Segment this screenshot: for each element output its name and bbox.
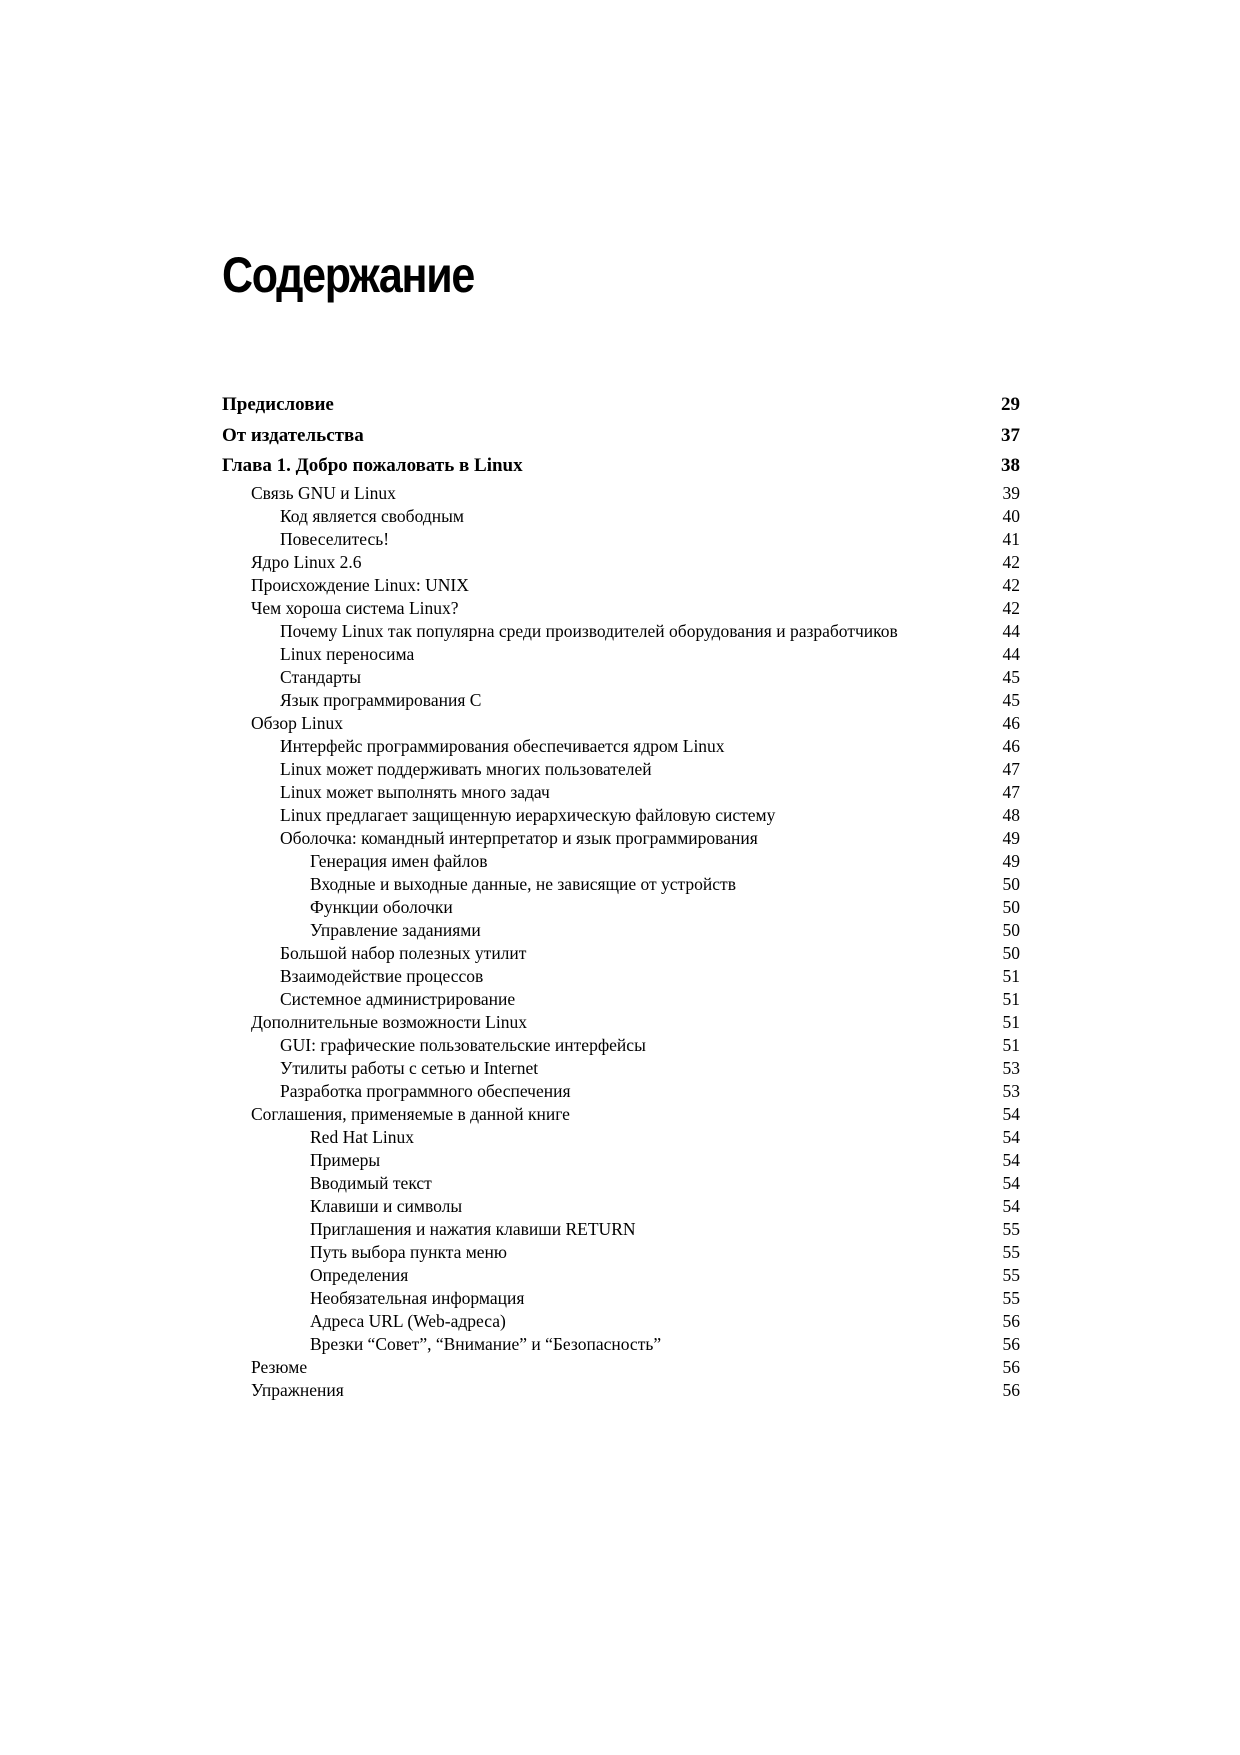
- toc-entry-title: Глава 1. Добро пожаловать в Linux: [222, 455, 523, 476]
- toc-entry-title: Системное администрирование: [280, 988, 516, 1009]
- toc-entry-page-number: 51: [1002, 1034, 1020, 1055]
- toc-entry-page-number: 39: [1002, 482, 1020, 503]
- toc-entry[interactable]: [222, 1218, 1020, 1241]
- toc-entry-page-number: 51: [1002, 988, 1020, 1009]
- toc-entry-title: Оболочка: командный интерпретатор и язык программирования: [280, 827, 758, 848]
- toc-entry-title: Функции оболочки: [310, 896, 453, 917]
- toc-entry-title: Код является свободным: [280, 505, 464, 526]
- toc-entry[interactable]: [222, 1103, 1020, 1126]
- toc-entry[interactable]: [222, 1333, 1020, 1356]
- toc-entry-page-number: 54: [1002, 1126, 1020, 1147]
- toc-entry-page-number: 38: [1001, 455, 1020, 476]
- toc-entry-title: Почему Linux так популярна среди производителей оборудования и разработчиков: [280, 620, 898, 641]
- toc-entry-page-number: 45: [1002, 689, 1020, 710]
- toc-entry-page-number: 45: [1002, 666, 1020, 687]
- toc-entry[interactable]: [222, 781, 1020, 804]
- toc-entry[interactable]: [222, 919, 1020, 942]
- toc-entry-title: Разработка программного обеспечения: [280, 1080, 571, 1101]
- toc-entry-page-number: 44: [1002, 620, 1020, 641]
- toc-entry-page-number: 54: [1002, 1149, 1020, 1170]
- toc-entry-title: Примеры: [310, 1149, 381, 1170]
- toc-entry-page-number: 55: [1002, 1264, 1020, 1285]
- toc-entry-title: Linux может поддерживать многих пользователей: [280, 758, 652, 779]
- toc-entry-title: Клавиши и символы: [310, 1195, 463, 1216]
- toc-entry[interactable]: [222, 896, 1020, 919]
- toc-entry-page-number: 54: [1002, 1195, 1020, 1216]
- toc-entry-title: Соглашения, применяемые в данной книге: [251, 1103, 570, 1124]
- toc-entry-title: Вводимый текст: [310, 1172, 432, 1193]
- toc-entry-page-number: 47: [1002, 781, 1020, 802]
- toc-entry-title: Linux переносима: [280, 643, 415, 664]
- toc-entry-page-number: 51: [1002, 1011, 1020, 1032]
- toc-entry-page-number: 55: [1002, 1287, 1020, 1308]
- toc-entry-page-number: 46: [1002, 712, 1020, 733]
- toc-entry-title: От издательства: [222, 424, 364, 446]
- toc-entry-title: Взаимодействие процессов: [280, 965, 484, 986]
- toc-entry-title: Linux предлагает защищенную иерархическую файловую систему: [280, 804, 776, 825]
- toc-entry[interactable]: [222, 827, 1020, 850]
- toc-entry[interactable]: [222, 1034, 1020, 1057]
- toc-entry-page-number: 50: [1002, 942, 1020, 963]
- toc-entry-page-number: 54: [1002, 1103, 1020, 1124]
- toc-entry[interactable]: [222, 1172, 1020, 1195]
- toc-entry-page-number: 48: [1002, 804, 1020, 825]
- toc-chapter-entry[interactable]: [222, 421, 1020, 452]
- toc-entry-page-number: 53: [1002, 1080, 1020, 1101]
- toc-entry-page-number: 55: [1002, 1241, 1020, 1262]
- toc-entry-title: Врезки “Совет”, “Внимание” и “Безопасность”: [310, 1333, 662, 1354]
- toc-entry-title: Приглашения и нажатия клавиши RETURN: [310, 1218, 636, 1239]
- toc-entry-title: Утилиты работы с сетью и Internet: [280, 1057, 539, 1078]
- toc-entry-page-number: 51: [1002, 965, 1020, 986]
- toc-entry-title: Связь GNU и Linux: [251, 482, 396, 503]
- toc-entry-title: Red Hat Linux: [310, 1126, 415, 1147]
- toc-entry-title: Большой набор полезных утилит: [280, 942, 527, 963]
- toc-entry-title: Чем хороша система Linux?: [251, 597, 459, 618]
- toc-entry-page-number: 56: [1002, 1379, 1020, 1400]
- toc-entry-page-number: 42: [1002, 551, 1020, 572]
- toc-entry-page-number: 47: [1002, 758, 1020, 779]
- toc-entry[interactable]: [222, 1149, 1020, 1172]
- toc-entry-page-number: 56: [1002, 1310, 1020, 1331]
- toc-entry-page-number: 49: [1002, 827, 1020, 848]
- toc-entry-page-number: 42: [1002, 597, 1020, 618]
- table-of-contents: [222, 390, 1020, 1402]
- toc-entry[interactable]: [222, 689, 1020, 712]
- toc-entry-page-number: 44: [1002, 643, 1020, 664]
- toc-entry-page-number: 56: [1002, 1333, 1020, 1354]
- toc-entry[interactable]: [222, 1264, 1020, 1287]
- toc-entry-page-number: 50: [1002, 919, 1020, 940]
- toc-entry-page-number: 56: [1002, 1356, 1020, 1377]
- toc-entry[interactable]: [222, 1287, 1020, 1310]
- toc-entry-page-number: 54: [1002, 1172, 1020, 1193]
- toc-entry[interactable]: [222, 1080, 1020, 1103]
- toc-entry-title: Происхождение Linux: UNIX: [251, 574, 469, 595]
- toc-entry-page-number: 29: [1001, 394, 1020, 415]
- page-title: Содержание: [222, 247, 475, 303]
- toc-entry-page-number: 49: [1002, 850, 1020, 871]
- toc-chapter-entry[interactable]: [222, 451, 1020, 482]
- toc-entry[interactable]: [222, 1356, 1020, 1379]
- toc-entry[interactable]: [222, 1310, 1020, 1333]
- toc-entry[interactable]: [222, 482, 1020, 505]
- toc-entry[interactable]: [222, 873, 1020, 896]
- toc-entry-page-number: 50: [1002, 873, 1020, 894]
- toc-entry[interactable]: [222, 597, 1020, 620]
- toc-entry-title: Входные и выходные данные, не зависящие от устройств: [310, 873, 736, 894]
- toc-entry[interactable]: [222, 1241, 1020, 1264]
- toc-entry[interactable]: [222, 712, 1020, 735]
- toc-chapter-entry[interactable]: [222, 390, 1020, 421]
- toc-entry-page-number: 53: [1002, 1057, 1020, 1078]
- toc-entry[interactable]: [222, 620, 1020, 643]
- toc-entry-title: Стандарты: [280, 666, 362, 687]
- toc-entry[interactable]: [222, 735, 1020, 758]
- toc-entry-title: Определения: [310, 1264, 409, 1285]
- toc-entry-title: Обзор Linux: [251, 712, 344, 733]
- toc-entry[interactable]: [222, 758, 1020, 781]
- toc-entry-title: Язык программирования C: [280, 689, 482, 710]
- toc-entry[interactable]: [222, 643, 1020, 666]
- toc-entry-page-number: 42: [1002, 574, 1020, 595]
- toc-entry-title: Адреса URL (Web-адреса): [310, 1310, 506, 1331]
- toc-entry[interactable]: [222, 1126, 1020, 1149]
- toc-entry[interactable]: [222, 551, 1020, 574]
- toc-entry-title: Резюме: [251, 1356, 308, 1377]
- toc-entry-page-number: 40: [1002, 505, 1020, 526]
- toc-entry[interactable]: [222, 574, 1020, 597]
- toc-entry-title: Необязательная информация: [310, 1287, 525, 1308]
- toc-entry-title: Путь выбора пункта меню: [310, 1241, 507, 1262]
- toc-entry[interactable]: [222, 666, 1020, 689]
- toc-entry-title: Повеселитесь!: [280, 528, 390, 549]
- toc-entry-page-number: 50: [1002, 896, 1020, 917]
- toc-entry-title: Упражнения: [251, 1379, 344, 1400]
- toc-entry-title: GUI: графические пользовательские интерфейсы: [280, 1034, 646, 1055]
- toc-entry-page-number: 55: [1002, 1218, 1020, 1239]
- toc-entry[interactable]: [222, 988, 1020, 1011]
- toc-entry[interactable]: [222, 1379, 1020, 1402]
- toc-entry[interactable]: [222, 1011, 1020, 1034]
- toc-entry-title: Интерфейс программирования обеспечивается ядром Linux: [280, 735, 725, 756]
- toc-entry[interactable]: [222, 1195, 1020, 1218]
- toc-entry[interactable]: [222, 505, 1020, 528]
- toc-entry-title: Генерация имен файлов: [310, 850, 488, 871]
- toc-entry-page-number: 46: [1002, 735, 1020, 756]
- toc-entry-title: Предисловие: [222, 394, 334, 415]
- toc-entry-title: Управление заданиями: [310, 919, 481, 940]
- toc-entry[interactable]: [222, 528, 1020, 551]
- toc-entry[interactable]: [222, 850, 1020, 873]
- toc-entry-title: Linux может выполнять много задач: [280, 781, 550, 802]
- toc-entry-title: Дополнительные возможности Linux: [251, 1011, 527, 1032]
- toc-entry-page-number: 41: [1002, 528, 1020, 549]
- toc-entry[interactable]: [222, 942, 1020, 965]
- toc-entry-title: Ядро Linux 2.6: [251, 551, 362, 572]
- toc-entry-page-number: 37: [1001, 424, 1020, 446]
- toc-entry[interactable]: [222, 965, 1020, 988]
- toc-entry[interactable]: [222, 804, 1020, 827]
- toc-entry[interactable]: [222, 1057, 1020, 1080]
